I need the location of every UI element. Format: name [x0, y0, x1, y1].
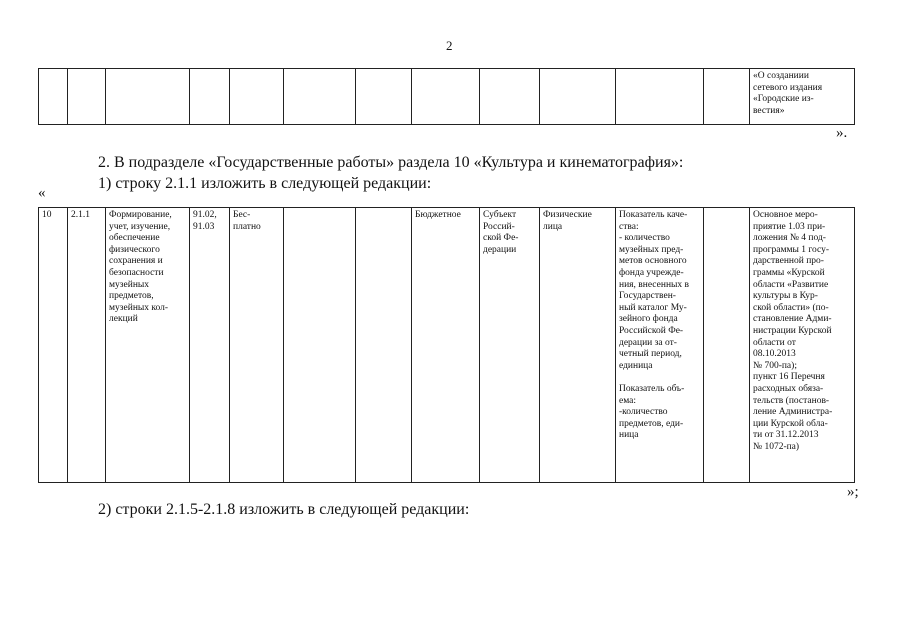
closing-quote: ».: [836, 125, 848, 141]
text-line: дерации за от-: [619, 337, 677, 348]
text-line: области «Развитие: [753, 279, 829, 290]
empty-cell: [540, 69, 616, 125]
empty-cell: [412, 69, 480, 125]
text-line: граммы «Курской: [753, 267, 825, 278]
text-line: расходных обяза-: [753, 383, 824, 394]
text-line: предметов, еди-: [619, 418, 684, 429]
empty-cell: [356, 69, 412, 125]
empty-cell: [284, 69, 356, 125]
text-line: физического: [109, 244, 160, 255]
closing-quote: »;: [847, 484, 859, 500]
basis-line: «О созданиии: [753, 71, 809, 81]
text-line: обеспечение: [109, 233, 160, 244]
text-line: ской Фе-: [483, 233, 519, 244]
empty-cell: [616, 69, 704, 125]
text-line: четный период,: [619, 349, 682, 360]
text-line: ния, внесенных в: [619, 279, 690, 290]
text-line: Россий-: [483, 221, 515, 232]
institution-type-cell: Бюджетное: [412, 208, 480, 483]
text-line: платно: [233, 221, 261, 232]
text-line: Российской Фе-: [619, 325, 684, 336]
text-line: лекций: [109, 314, 138, 325]
okved-cell: [190, 208, 230, 483]
payment-cell: [230, 208, 284, 483]
subject-cell: [480, 208, 540, 483]
text-line: № 700-па);: [753, 360, 797, 371]
empty-cell: [106, 69, 190, 125]
text-line: 91.03: [193, 221, 215, 232]
text-line: 91.02,: [193, 210, 217, 220]
amendment-paragraph: 2. В подразделе «Государственные работы» раздела 10 «Культура и кинематография»:: [98, 154, 684, 171]
basis-cell: [750, 69, 855, 125]
text-line: Основное меро-: [753, 210, 818, 220]
text-line: № 1072-па): [753, 441, 800, 452]
amendment-instruction: 2) строки 2.1.5-2.1.8 изложить в следующей редакции:: [98, 501, 470, 518]
text-line: дерации: [483, 244, 517, 255]
text-line: ции Курской обла-: [753, 418, 828, 429]
empty-cell: [68, 69, 106, 125]
text-line: ема:: [619, 395, 637, 406]
continuation-table: [38, 68, 855, 125]
text-line: метов основного: [619, 256, 687, 267]
text-line: учет, изучение,: [109, 221, 171, 232]
row-number: 10: [39, 208, 68, 483]
text-line: приятие 1.03 при-: [753, 221, 826, 232]
legal-basis-cell: [750, 208, 855, 483]
row-code: 2.1.1: [68, 208, 106, 483]
text-line: нистрации Курской: [753, 325, 832, 336]
text-line: музейных пред-: [619, 244, 684, 255]
text-line: дарственной про-: [753, 256, 824, 267]
text-line: безопасности: [109, 267, 164, 278]
page-number: 2: [446, 38, 453, 53]
text-line: Государствен-: [619, 291, 676, 302]
basis-line: вестия»: [753, 105, 785, 116]
amendment-instruction: 1) строку 2.1.1 изложить в следующей редакции:: [98, 175, 432, 192]
text-line: Физические: [543, 210, 592, 220]
text-line: -количество: [619, 407, 668, 418]
text-line: Бес-: [233, 210, 251, 220]
text-line: предметов,: [109, 291, 154, 302]
text-line: сохранения и: [109, 256, 163, 267]
empty-cell: [39, 69, 68, 125]
empty-cell: [704, 208, 750, 483]
text-line: Субъект: [483, 210, 517, 220]
text-line: ской области» (по-: [753, 302, 829, 313]
text-line: Формирование,: [109, 210, 172, 220]
text-line: ти от 31.12.2013: [753, 430, 819, 441]
work-name-cell: [106, 208, 190, 483]
table-row: [39, 208, 855, 483]
empty-cell: [480, 69, 540, 125]
opening-quote: «: [38, 185, 46, 201]
text-line: - количество: [619, 233, 670, 244]
text-line: ложения № 4 под-: [753, 233, 826, 244]
text-line: пункт 16 Перечня: [753, 372, 825, 383]
empty-cell: [230, 69, 284, 125]
text-line: Показатель объ-: [619, 383, 685, 394]
basis-line: сетевого издания: [753, 82, 823, 93]
empty-cell: [284, 208, 356, 483]
basis-line: «Городские из-: [753, 94, 814, 105]
text-line: Показатель каче-: [619, 210, 688, 220]
text-line: культуры в Кур-: [753, 291, 818, 302]
text-line: зейного фонда: [619, 314, 678, 325]
text-line: становление Адми-: [753, 314, 832, 325]
text-line: программы 1 госу-: [753, 244, 830, 255]
amended-row-table: [38, 207, 855, 483]
text-line: 08.10.2013: [753, 349, 796, 360]
text-line: тельств (постанов-: [753, 395, 830, 406]
text-line: музейных: [109, 279, 150, 290]
text-line: области от: [753, 337, 796, 348]
text-line: [619, 372, 700, 384]
text-line: лица: [543, 221, 563, 232]
indicators-cell: [616, 208, 704, 483]
text-line: музейных кол-: [109, 302, 169, 313]
empty-cell: [704, 69, 750, 125]
text-line: ный каталог Му-: [619, 302, 687, 313]
empty-cell: [190, 69, 230, 125]
text-line: единица: [619, 360, 653, 371]
consumers-cell: [540, 208, 616, 483]
text-line: фонда учрежде-: [619, 267, 684, 278]
text-line: ление Администра-: [753, 407, 833, 418]
empty-cell: [356, 208, 412, 483]
text-line: ница: [619, 430, 639, 441]
text-line: ства:: [619, 221, 639, 232]
